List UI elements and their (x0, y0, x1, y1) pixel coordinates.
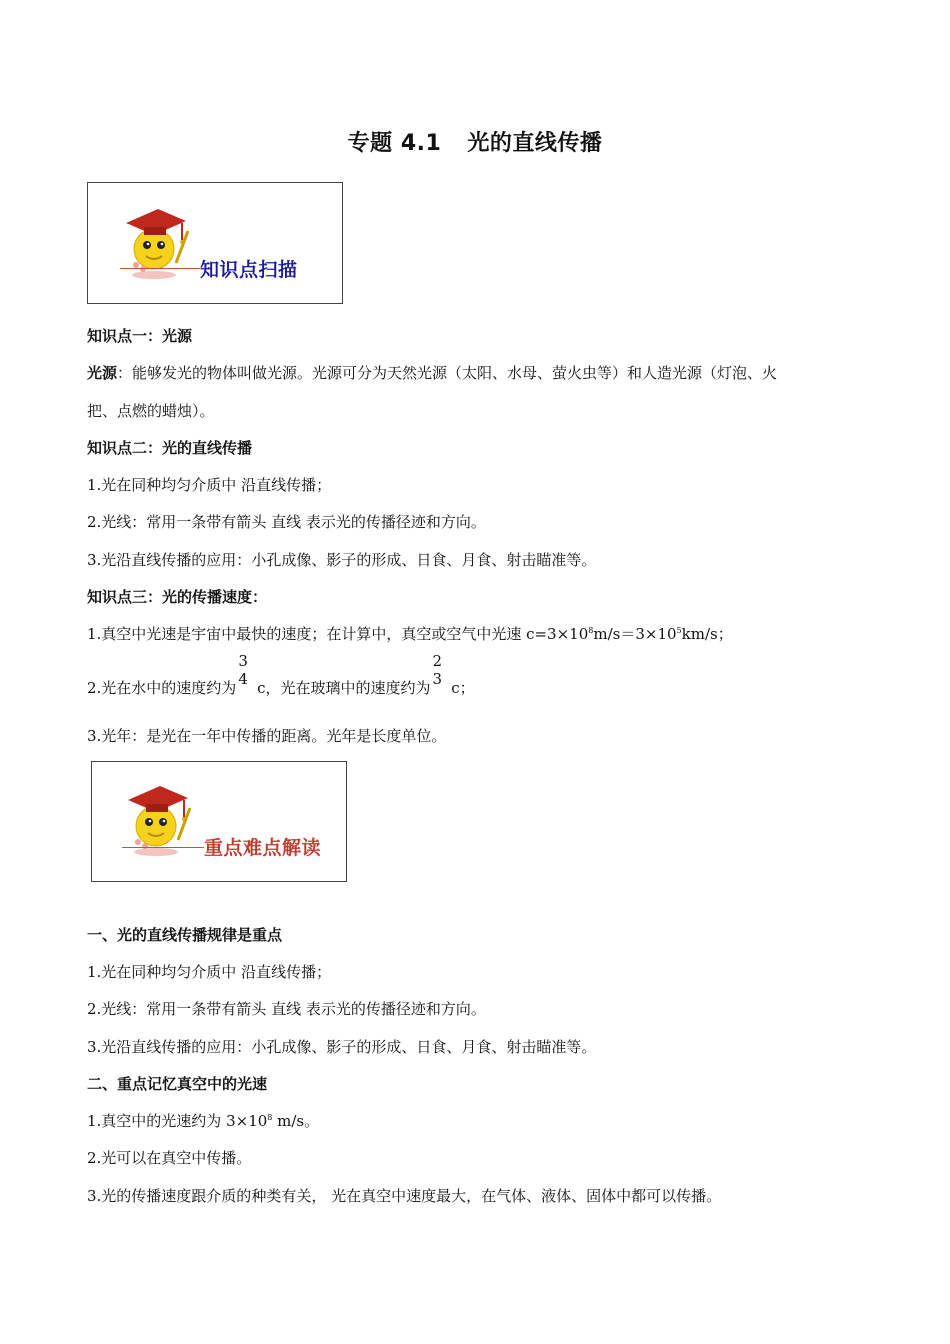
exponent: 8 (588, 626, 594, 635)
definition-text: ：能够发光的物体叫做光源。光源可分为天然光源（太阳、水母、萤火虫等）和人造光源（灯泡、火 (117, 364, 778, 382)
speed-text: m/s＝3×10 (593, 625, 677, 643)
knowledge-point-2-heading: 知识点二：光的直线传播 (87, 439, 253, 457)
key-point-1-heading: 一、光的直线传播规律是重点 (87, 926, 283, 944)
speed-text: c； (446, 679, 475, 697)
list-item (87, 652, 475, 698)
exponent: 8 (267, 1113, 273, 1122)
list-item: 2.光线：常用一条带有箭头 直线 表示光的传播径迹和方向。 (87, 513, 486, 531)
key-point-2-heading: 二、重点记忆真空中的光速 (87, 1075, 268, 1093)
speed-text: m/s。 (272, 1112, 320, 1130)
exponent: 5 (676, 626, 682, 635)
knowledge-point-1-heading: 知识点一：光源 (87, 327, 193, 345)
graduate-mascot-icon (118, 778, 198, 858)
speed-text: km/s； (681, 625, 733, 643)
banner-label: 知识点扫描 (200, 259, 298, 281)
banner-underline (120, 268, 200, 269)
banner-underline (122, 847, 204, 848)
fraction-two-thirds (430, 652, 446, 693)
list-item: 2.光线：常用一条带有箭头 直线 表示光的传播径迹和方向。 (87, 1000, 486, 1018)
page-title (0, 126, 950, 157)
banner-label: 重点难点解读 (204, 837, 322, 859)
fraction-numerator: 2 (432, 652, 443, 670)
list-item: 1.光在同种均匀介质中 沿直线传播； (87, 963, 332, 981)
fraction-denominator: 3 (432, 670, 443, 688)
list-item (87, 1110, 319, 1131)
list-item: 3.光沿直线传播的应用：小孔成像、影子的形成、日食、月食、射击瞄准等。 (87, 1038, 597, 1056)
light-source-definition-cont: 把、点燃的蜡烛）。 (87, 402, 215, 420)
key-difficult-points-banner (91, 761, 347, 882)
fraction-three-quarters (236, 652, 252, 693)
speed-text: 1.真空中的光速约为 3×10 (87, 1112, 268, 1130)
graduate-mascot-icon (116, 201, 196, 281)
list-item: 3.光沿直线传播的应用：小孔成像、影子的形成、日食、月食、射击瞄准等。 (87, 551, 597, 569)
list-item: 3.光年：是光在一年中传播的距离。光年是长度单位。 (87, 727, 447, 745)
title-topic-number: 专题 4.1 (347, 131, 442, 156)
fraction-numerator: 3 (238, 652, 248, 670)
knowledge-point-3-heading: 知识点三：光的传播速度： (87, 588, 268, 606)
list-item (87, 623, 733, 644)
fraction-denominator: 4 (238, 670, 248, 688)
knowledge-scan-banner (87, 182, 343, 304)
speed-text: 1.真空中光速是宇宙中最快的速度；在计算中，真空或空气中光速 c=3×10 (87, 625, 589, 643)
term-light-source: 光源 (87, 364, 118, 382)
speed-text: 2.光在水中的速度约为 (87, 679, 237, 697)
speed-text: c，光在玻璃中的速度约为 (252, 679, 431, 697)
list-item: 3.光的传播速度跟介质的种类有关， 光在真空中速度最大，在气体、液体、固体中都可以传播。 (87, 1187, 722, 1205)
list-item: 2.光可以在真空中传播。 (87, 1149, 252, 1167)
light-source-definition (87, 362, 777, 383)
list-item: 1.光在同种均匀介质中 沿直线传播； (87, 476, 332, 494)
title-topic-name: 光的直线传播 (467, 131, 603, 156)
